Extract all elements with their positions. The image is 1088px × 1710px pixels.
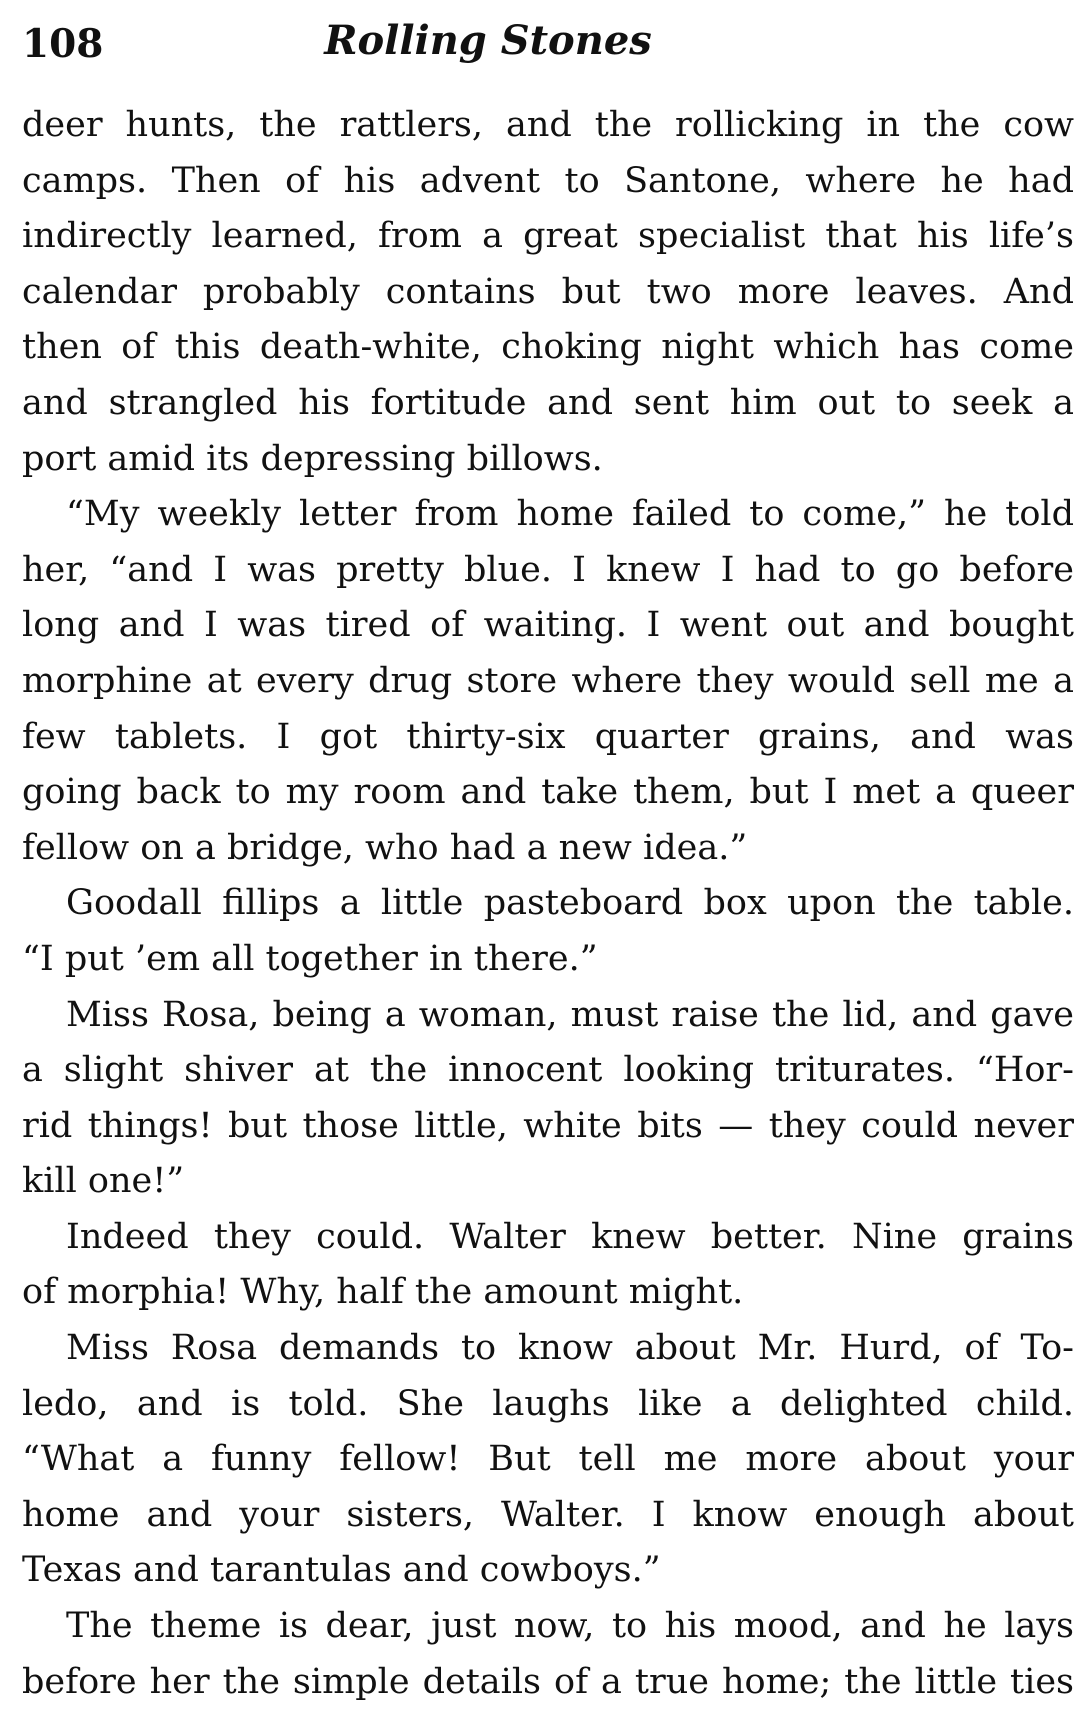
- text-line: going back to my room and take them, but I met a queer: [22, 772, 1074, 813]
- text-line: “My weekly letter from home failed to come,” he told: [66, 494, 1074, 535]
- text-line: Goodall fillips a little pasteboard box upon the table.: [66, 883, 1074, 924]
- text-line: Miss Rosa demands to know about Mr. Hurd, of To-: [66, 1328, 1074, 1369]
- text-line: a slight shiver at the innocent looking triturates. “Hor-: [22, 1050, 1074, 1091]
- text-line: then of this death-white, choking night which has come: [22, 327, 1074, 368]
- text-line: home and your sisters, Walter. I know enough about: [22, 1494, 1074, 1535]
- text-line: Indeed they could. Walter knew better. Nine grains: [66, 1216, 1074, 1257]
- text-line: rid things! but those little, white bits — they could never: [22, 1105, 1074, 1146]
- text-line: calendar probably contains but two more leaves. And: [22, 271, 1074, 312]
- text-line: ledo, and is told. She laughs like a delighted child.: [22, 1383, 1074, 1424]
- running-title: Rolling Stones: [324, 17, 652, 64]
- text-line: “I put ’em all together in there.”: [22, 938, 598, 979]
- text-line: long and I was tired of waiting. I went out and bought: [22, 605, 1074, 646]
- text-line: few tablets. I got thirty-six quarter grains, and was: [22, 716, 1074, 757]
- text-line: deer hunts, the rattlers, and the rollicking in the cow: [22, 105, 1074, 145]
- text-line: Texas and tarantulas and cowboys.”: [22, 1550, 661, 1591]
- text-line: “What a funny fellow! But tell me more about your: [22, 1439, 1074, 1480]
- text-line: indirectly learned, from a great specialist that his life’s: [22, 216, 1074, 257]
- text-line: fellow on a bridge, who had a new idea.”: [22, 827, 748, 868]
- text-line: camps. Then of his advent to Santone, where he had: [22, 160, 1074, 201]
- book-page: [22, 0, 1074, 1710]
- text-line: and strangled his fortitude and sent him out to seek a: [22, 382, 1074, 423]
- text-line: of morphia! Why, half the amount might.: [22, 1272, 744, 1313]
- text-line: morphine at every drug store where they would sell me a: [22, 660, 1074, 701]
- text-line: kill one!”: [22, 1161, 185, 1202]
- text-line: Miss Rosa, being a woman, must raise the lid, and gave: [66, 994, 1074, 1035]
- text-line: before her the simple details of a true home; the little ties: [22, 1661, 1074, 1702]
- page-number: 108: [22, 21, 104, 67]
- body-text: [22, 98, 1074, 1710]
- text-line: her, “and I was pretty blue. I knew I had to go before: [22, 549, 1074, 590]
- text-line: port amid its depressing billows.: [22, 438, 603, 479]
- page-header: [22, 0, 1074, 98]
- text-line: The theme is dear, just now, to his mood, and he lays: [66, 1606, 1074, 1647]
